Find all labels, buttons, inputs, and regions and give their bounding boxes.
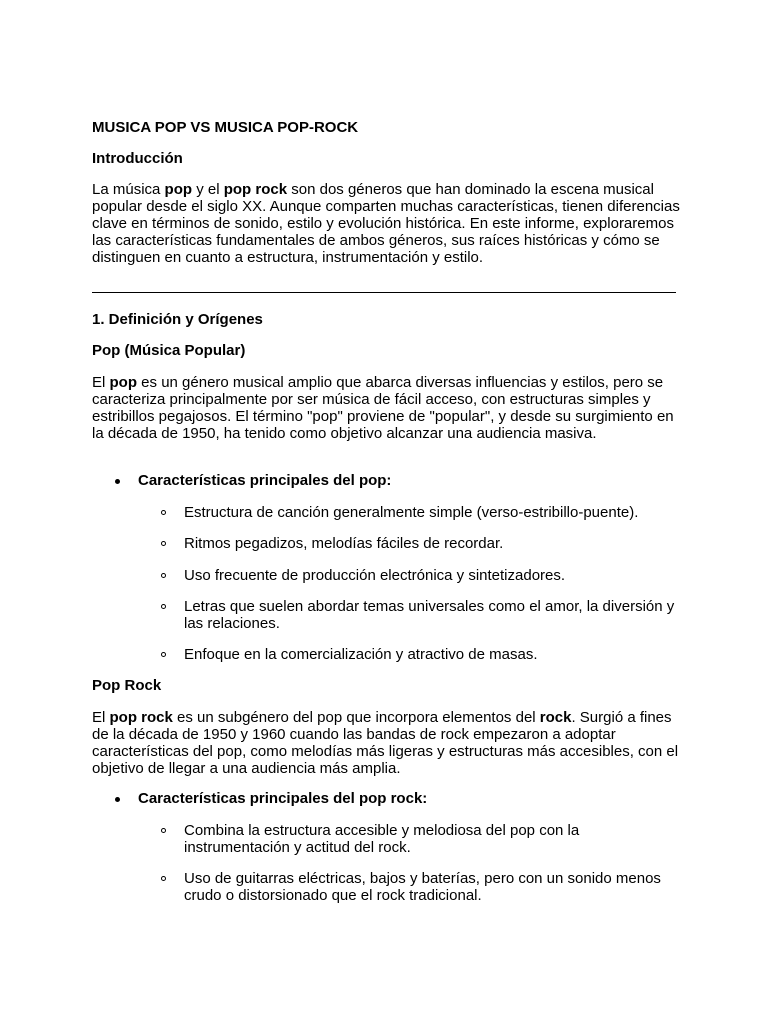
bullet-icon: [115, 479, 120, 484]
poprock-feature-text: Uso de guitarras eléctricas, bajos y baterías, pero con un sonido menos crudo o distorsionado que el rock tradicional.: [184, 870, 661, 904]
pop-feature-text: Letras que suelen abordar temas universales como el amor, la diversión y las relaciones.: [184, 598, 675, 632]
poprock-heading: Pop Rock: [92, 677, 162, 694]
poprock-text-1: El: [92, 709, 110, 726]
circle-bullet-icon: [161, 573, 166, 578]
pop-heading: Pop (Música Popular): [92, 342, 246, 359]
pop-paragraph: [92, 374, 682, 442]
circle-bullet-icon: [161, 876, 166, 881]
pop-text-1: El: [92, 374, 110, 391]
intro-text-2: y el: [192, 181, 224, 198]
poprock-features-label: Características principales del pop rock:: [138, 790, 428, 807]
horizontal-rule: [92, 292, 676, 293]
intro-paragraph: [92, 181, 682, 266]
poprock-bold-poprock: pop rock: [109, 709, 173, 726]
poprock-text-3: . Surgió a fines de la década de 1950 y 1960 cuando las bandas de rock empezaron a adoptar características del pop, como melodías más ligeras y estructuras más accesibles, con el objetivo de llegar a una audiencia más amplia.: [92, 709, 679, 777]
pop-bold-pop: pop: [109, 374, 138, 391]
bullet-icon: [115, 797, 120, 802]
circle-bullet-icon: [161, 828, 166, 833]
intro-text-3: son dos géneros que han dominado la escena musical popular desde el siglo XX. Aunque comparten muchas características, tienen diferencias clave en términos de sonido, estilo y evolución histórica. En este informe, exploraremos las características fundamentales de ambos géneros, sus raíces históricas y cómo se distinguen en cuanto a estructura, instrumentación y estilo.: [92, 181, 680, 266]
section1-heading: 1. Definición y Orígenes: [92, 311, 263, 328]
intro-bold-poprock: pop rock: [223, 181, 288, 198]
poprock-paragraph: [92, 709, 682, 777]
pop-text-2: es un género musical amplio que abarca diversas influencias y estilos, pero se caracteriza principalmente por ser música de fácil acceso, con estructuras simples y estribillos pegajosos. El término "pop" proviene de "popular", y desde su surgimiento en la década de 1950, ha tenido como objetivo alcanzar una audiencia masiva.: [92, 374, 674, 442]
pop-feature-text: Enfoque en la comercialización y atractivo de masas.: [184, 646, 538, 663]
poprock-feature-text: Combina la estructura accesible y melodiosa del pop con la instrumentación y actitud del rock.: [184, 822, 580, 856]
circle-bullet-icon: [161, 510, 166, 515]
pop-feature-text: Ritmos pegadizos, melodías fáciles de recordar.: [184, 535, 504, 552]
circle-bullet-icon: [161, 604, 166, 609]
circle-bullet-icon: [161, 652, 166, 657]
pop-features-label: Características principales del pop:: [138, 472, 392, 489]
pop-feature-text: Estructura de canción generalmente simple (verso-estribillo-puente).: [184, 504, 639, 521]
intro-heading: Introducción: [92, 150, 183, 167]
poprock-bold-rock: rock: [539, 709, 572, 726]
circle-bullet-icon: [161, 541, 166, 546]
intro-bold-pop: pop: [164, 181, 193, 198]
document-title: MUSICA POP VS MUSICA POP-ROCK: [92, 119, 359, 136]
pop-feature-text: Uso frecuente de producción electrónica y sintetizadores.: [184, 567, 566, 584]
poprock-text-2: es un subgénero del pop que incorpora elementos del: [172, 709, 540, 726]
intro-text-1: La música: [92, 181, 165, 198]
